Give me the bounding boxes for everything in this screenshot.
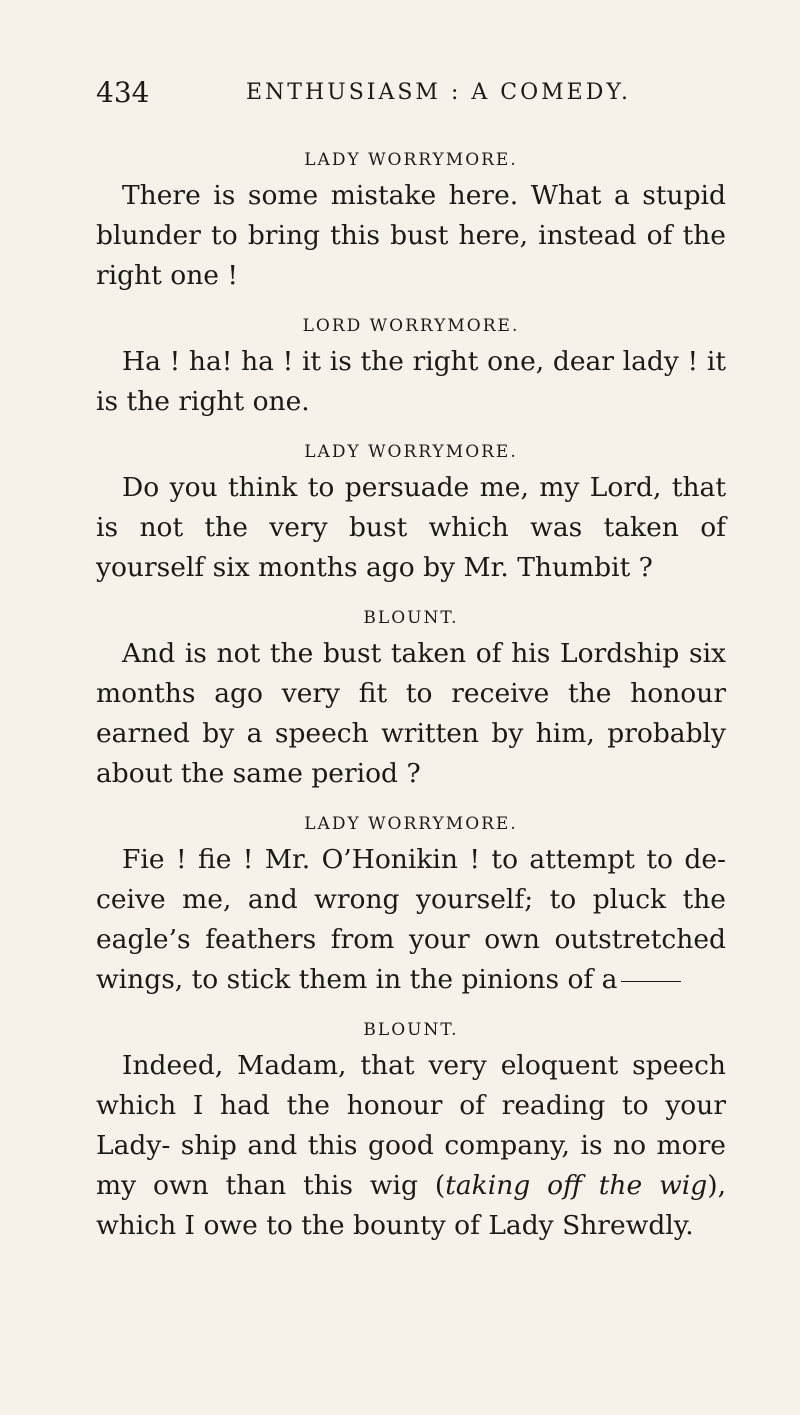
speech-text-with-direction [96, 1046, 726, 1246]
speech-text: Do you think to persuade me, my Lord, that is not the very bust which was taken of yourself six months ago by Mr. Thumbit ? [96, 472, 726, 583]
speech-text: There is some mistake here. What a stupid blunder to bring this bust here, instead of the right one ! [96, 180, 726, 291]
dialogue-block [96, 440, 726, 588]
interruption-dash [621, 981, 681, 982]
speaker-name: LADY WORRYMORE. [304, 442, 518, 462]
speech-text: Ha ! ha! ha ! it is the right one, dear lady ! it is the right one. [96, 346, 726, 417]
running-head [96, 76, 726, 116]
speaker-name: BLOUNT. [363, 608, 459, 628]
speech-text: Fie ! fie ! Mr. O’Honikin ! to attempt to de- ceive me, and wrong yourself; to pluck the eagle’s feathers from your own outstretched wings, to stick them in the pinions of a [96, 844, 726, 995]
dialogue-block [96, 148, 726, 296]
speaker-name: BLOUNT. [363, 1020, 459, 1040]
dialogue-block [96, 606, 726, 794]
running-title: ENTHUSIASM : A COMEDY. [246, 80, 632, 105]
speaker-name: LADY WORRYMORE. [304, 814, 518, 834]
speech-text-interrupted [96, 840, 726, 1000]
speaker-name: LORD WORRYMORE. [302, 316, 520, 336]
dialogue-block [96, 314, 726, 422]
dialogue-block [96, 1018, 726, 1246]
speech-text: And is not the bust taken of his Lordship six months ago very fit to receive the honour earned by a speech written by him, probably about the same period ? [96, 638, 726, 789]
dialogue-block [96, 812, 726, 1000]
speaker-name: LADY WORRYMORE. [304, 150, 518, 170]
play-text [96, 148, 726, 1264]
stage-direction: taking off the wig [445, 1170, 708, 1201]
speech-text-before: Indeed, Madam, that very eloquent speech which I had the honour of reading to your Lady- ship and this good company, is no more my own than this wig ( [96, 1050, 726, 1201]
page-number: 434 [96, 76, 150, 109]
speech-text-after: ), which I owe to the bounty of Lady Shrewdly. [96, 1170, 726, 1241]
